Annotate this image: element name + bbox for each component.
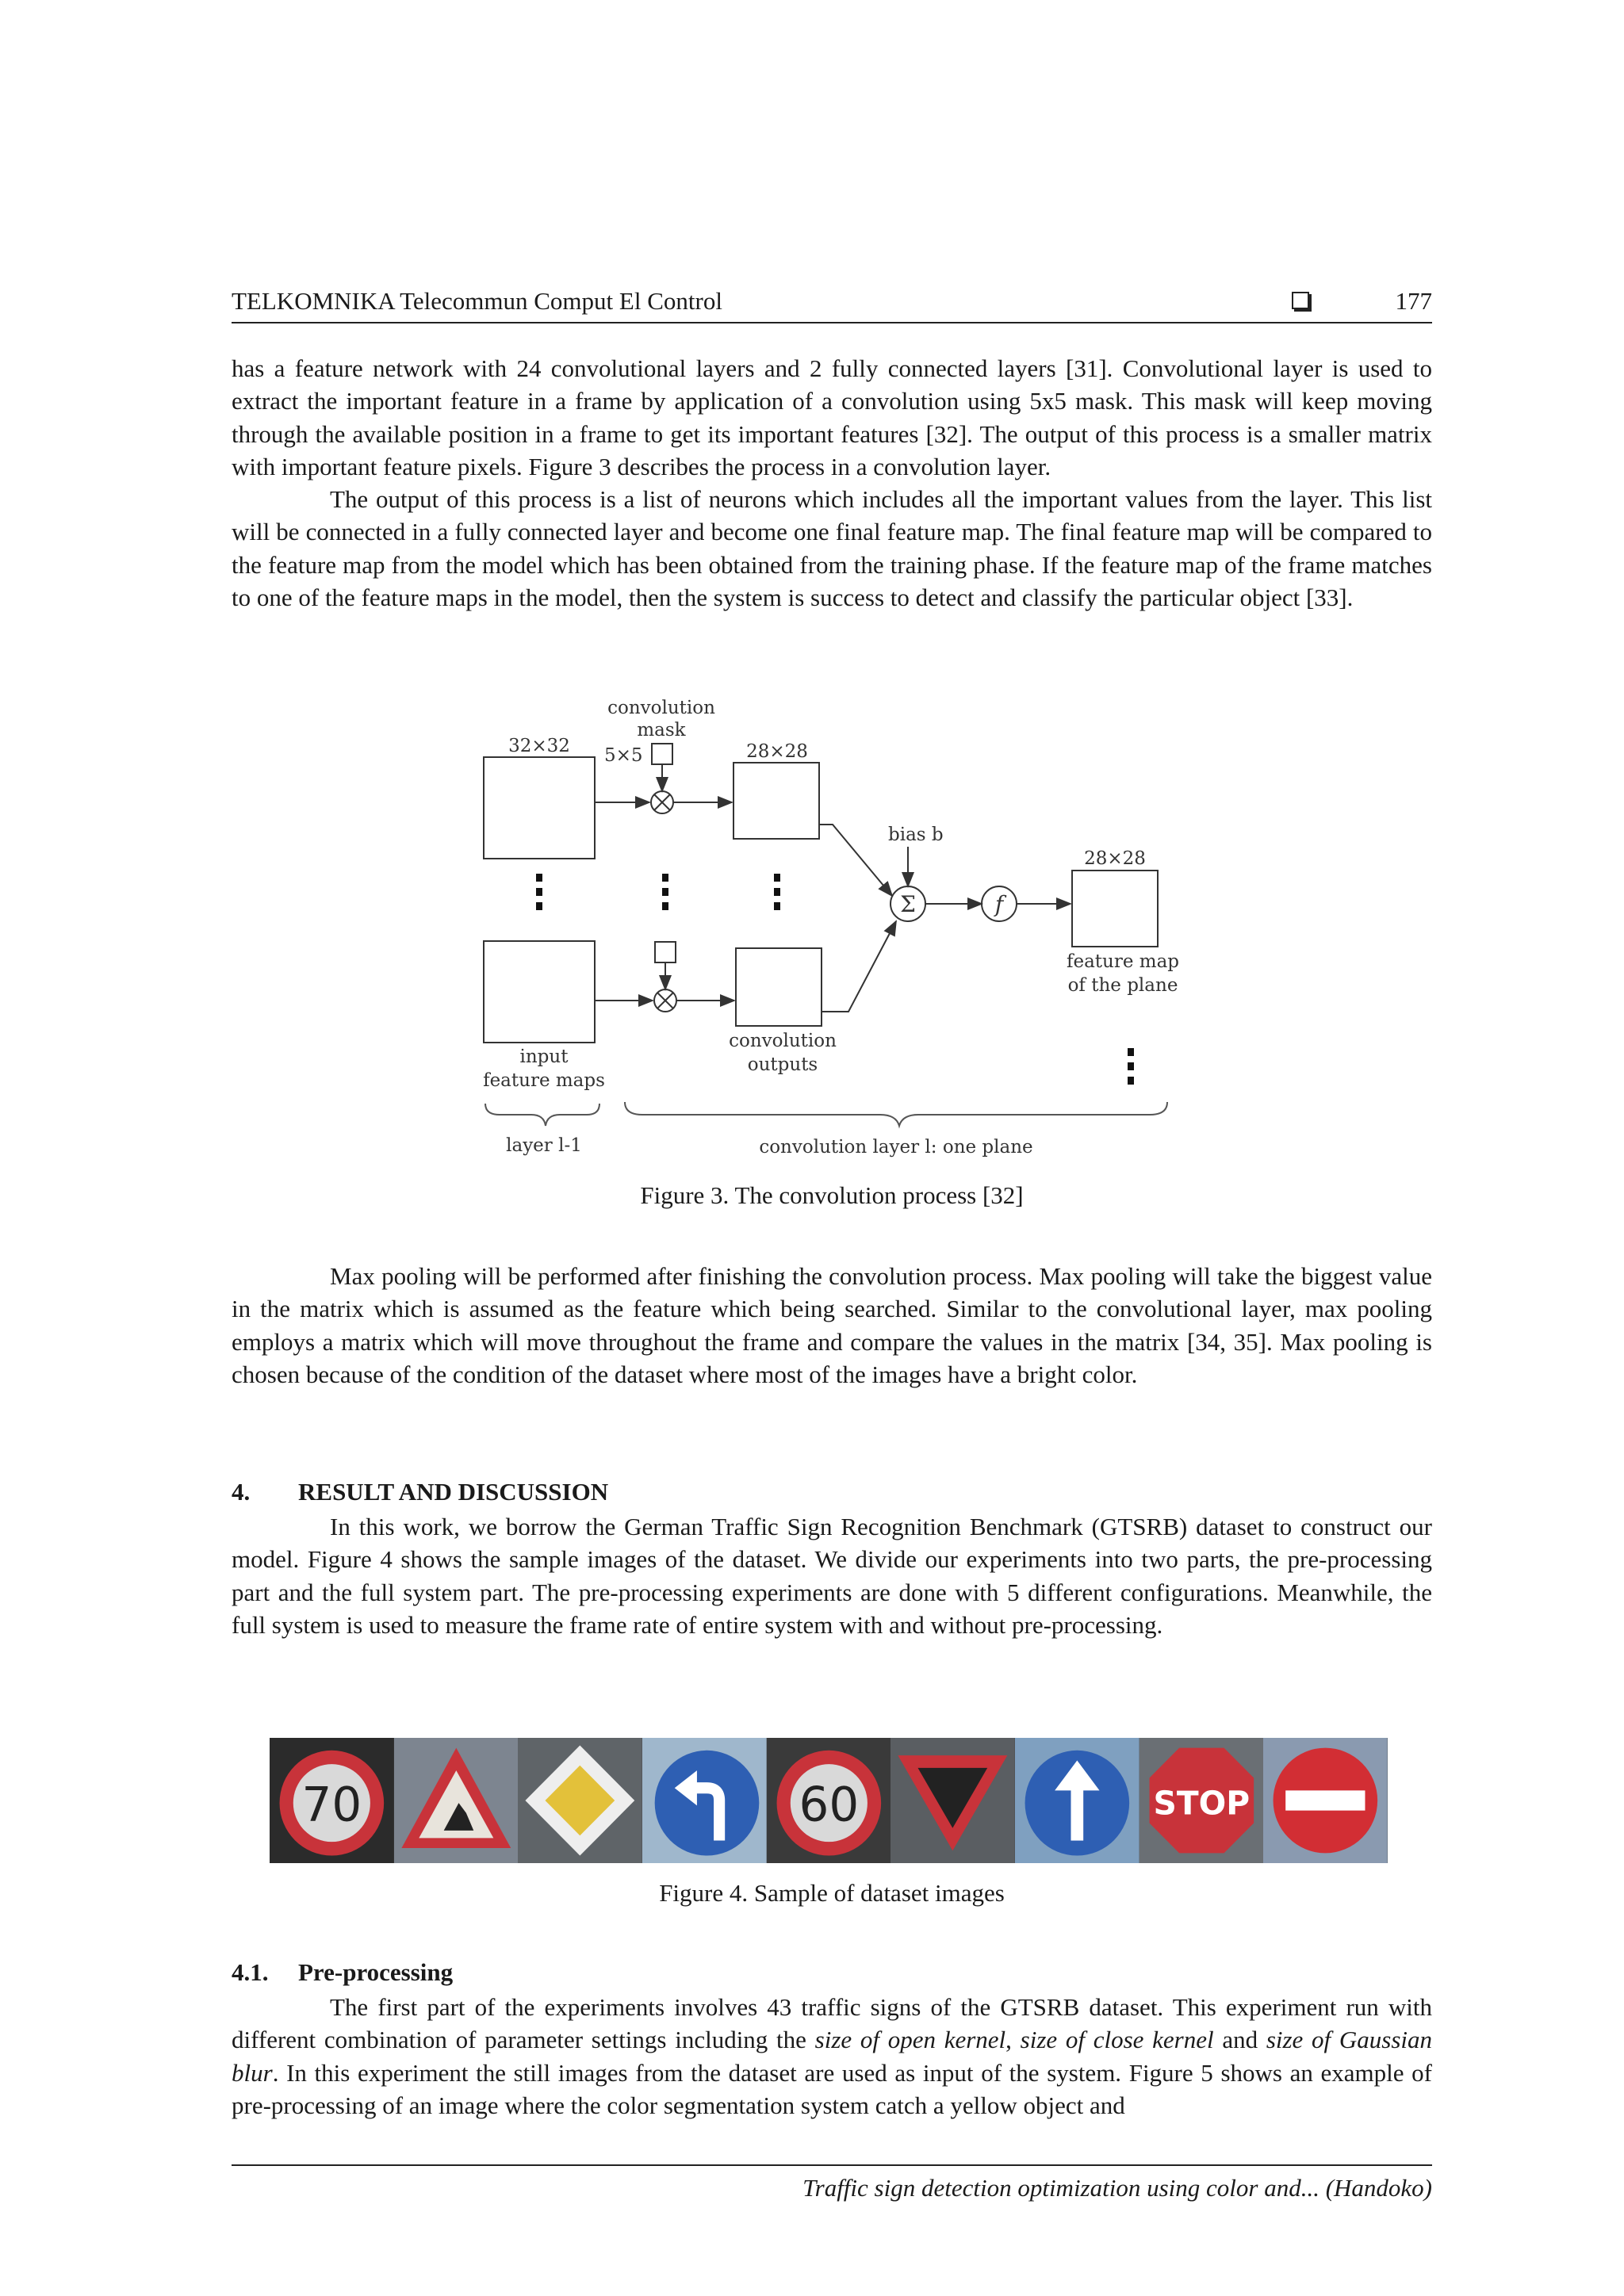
- layer-prev-label: layer l-1: [506, 1135, 582, 1156]
- sign-tile-yield: [891, 1738, 1015, 1863]
- subsection-4-1-title: Pre-processing: [298, 1958, 454, 1986]
- p5-em-gaussian: size of Gaussian blur: [232, 2026, 1433, 2087]
- p5-text-a: The first part of the experiments involves 43 traffic signs of the GTSRB dataset. This experiment run with different combination of parameter settings including the: [232, 1993, 1432, 2054]
- paragraph-2: The output of this process is a list of neurons which includes all the important values from the layer. This list will be connected in a fully connected layer and become one final feature map. The final feature map will be compared to the feature map from the model which has been obtained from the training phase. If the feature map of the frame matches to one of the feature maps in the model, then the system is success to detect and classify the particular object [33].: [232, 485, 1432, 611]
- mask-bottom: [655, 942, 676, 962]
- ellipsis-dots: [536, 874, 1134, 1085]
- feature-map-output: [1072, 871, 1158, 947]
- subsection-4-1-heading: [232, 1958, 453, 1987]
- out-size-label: 28×28: [1084, 848, 1146, 869]
- section-4-number: 4.: [232, 1478, 251, 1506]
- paragraph-5: [232, 1991, 1432, 2122]
- p5-text-b: ,: [1005, 2026, 1021, 2054]
- journal-name: TELKOMNIKA Telecommun Comput El Control: [232, 287, 722, 315]
- activation-symbol: f: [994, 891, 1004, 917]
- figure-3-caption: Figure 3. The convolution process [32]: [640, 1181, 1024, 1209]
- p5-em-close-kernel: size of close kernel: [1020, 2026, 1214, 2054]
- sign-tile-ahead: [1015, 1738, 1139, 1863]
- conv-output-bottom: [736, 948, 822, 1026]
- p5-em-open-kernel: size of open kernel: [814, 2026, 1006, 2054]
- box-icon: [1292, 292, 1309, 309]
- sign-tile-roadwork: [394, 1738, 519, 1863]
- running-header: [232, 287, 1432, 323]
- feature-map-label-1: feature map: [1066, 951, 1180, 972]
- brace-layer-prev: [485, 1104, 599, 1126]
- mask-title-1: convolution: [607, 698, 715, 718]
- sign-tile-stop: [1139, 1738, 1264, 1863]
- sign-tile-no-entry: [1263, 1738, 1388, 1863]
- sign-tile-turn-left: [642, 1738, 767, 1863]
- conv-out-label-1: convolution: [729, 1031, 837, 1051]
- footer-rule: [232, 2164, 1432, 2166]
- conv-size-label: 28×28: [746, 741, 808, 762]
- conv-output-top: [733, 763, 819, 839]
- sign-text-0: 70: [301, 1777, 362, 1833]
- sign-tile-speed: [767, 1738, 891, 1863]
- p5-text-c: and: [1213, 2026, 1266, 2054]
- sum-symbol: Σ: [900, 891, 916, 917]
- mask-size-label: 5×5: [604, 745, 643, 766]
- mask-title-2: mask: [637, 720, 686, 740]
- sign-text-7: STOP: [1153, 1784, 1250, 1823]
- sign-tile-priority: [518, 1738, 642, 1863]
- mask-top: [652, 744, 672, 764]
- convolution-diagram: [468, 698, 1182, 1173]
- sign-tile-speed: [270, 1738, 394, 1863]
- section-4-heading: [232, 1478, 608, 1506]
- p5-text-d: . In this experiment the still images from the dataset are used as input of the system. Figure 5 shows an example of pre-processing of an image where the color segmentation system catch a yellow object and: [232, 2058, 1432, 2119]
- feature-map-label-2: of the plane: [1067, 975, 1178, 996]
- sign-text-4: 60: [799, 1777, 859, 1833]
- conv-out-label-2: outputs: [747, 1054, 818, 1075]
- section-4-title: RESULT AND DISCUSSION: [298, 1478, 609, 1506]
- brace-layer-curr: [625, 1102, 1167, 1126]
- input-map-top: [484, 757, 595, 859]
- subsection-4-1-number: 4.1.: [232, 1958, 269, 1986]
- paragraph-1: has a feature network with 24 convolutional layers and 2 fully connected layers [31]. Convolutional layer is used to extract the important feature in a frame by application of a convolution using 5x5 mask. This mask will keep moving through the available position in a frame to get its important features [32]. The output of this process is a smaller matrix with important feature pixels. Figure 3 describes the process in a convolution layer.: [232, 354, 1432, 480]
- layer-curr-label: convolution layer l: one plane: [759, 1137, 1033, 1158]
- bias-label: bias b: [888, 825, 944, 845]
- paragraph-4: In this work, we borrow the German Traffic Sign Recognition Benchmark (GTSRB) dataset to construct our model. Figure 4 shows the sample images of the dataset. We divide our experiments into two parts, the pre-processing part and the full system part. The pre-processing experiments are done with 5 different configurations. Meanwhile, the full system is used to measure the frame rate of entire system with and without pre-processing.: [232, 1513, 1432, 1639]
- figure-4-caption: Figure 4. Sample of dataset images: [659, 1879, 1005, 1907]
- input-label-1: input: [519, 1047, 569, 1067]
- input-size-label: 32×32: [508, 736, 570, 756]
- paragraph-3: Max pooling will be performed after finishing the convolution process. Max pooling will take the biggest value in the matrix which is assumed as the feature which being searched. Similar to the convolutional layer, max pooling employs a matrix which will move throughout the frame and compare the values in the matrix [34, 35]. Max pooling is chosen because of the condition of the dataset where most of the images have a bright color.: [232, 1262, 1432, 1388]
- input-label-2: feature maps: [483, 1070, 605, 1091]
- dataset-sample-strip: [270, 1738, 1388, 1863]
- input-map-bottom: [484, 941, 595, 1043]
- running-footer: Traffic sign detection optimization using color and... (Handoko): [802, 2174, 1432, 2202]
- multiply-node-top: [651, 791, 673, 813]
- page-number: 177: [1395, 287, 1432, 315]
- multiply-node-bottom: [654, 989, 676, 1012]
